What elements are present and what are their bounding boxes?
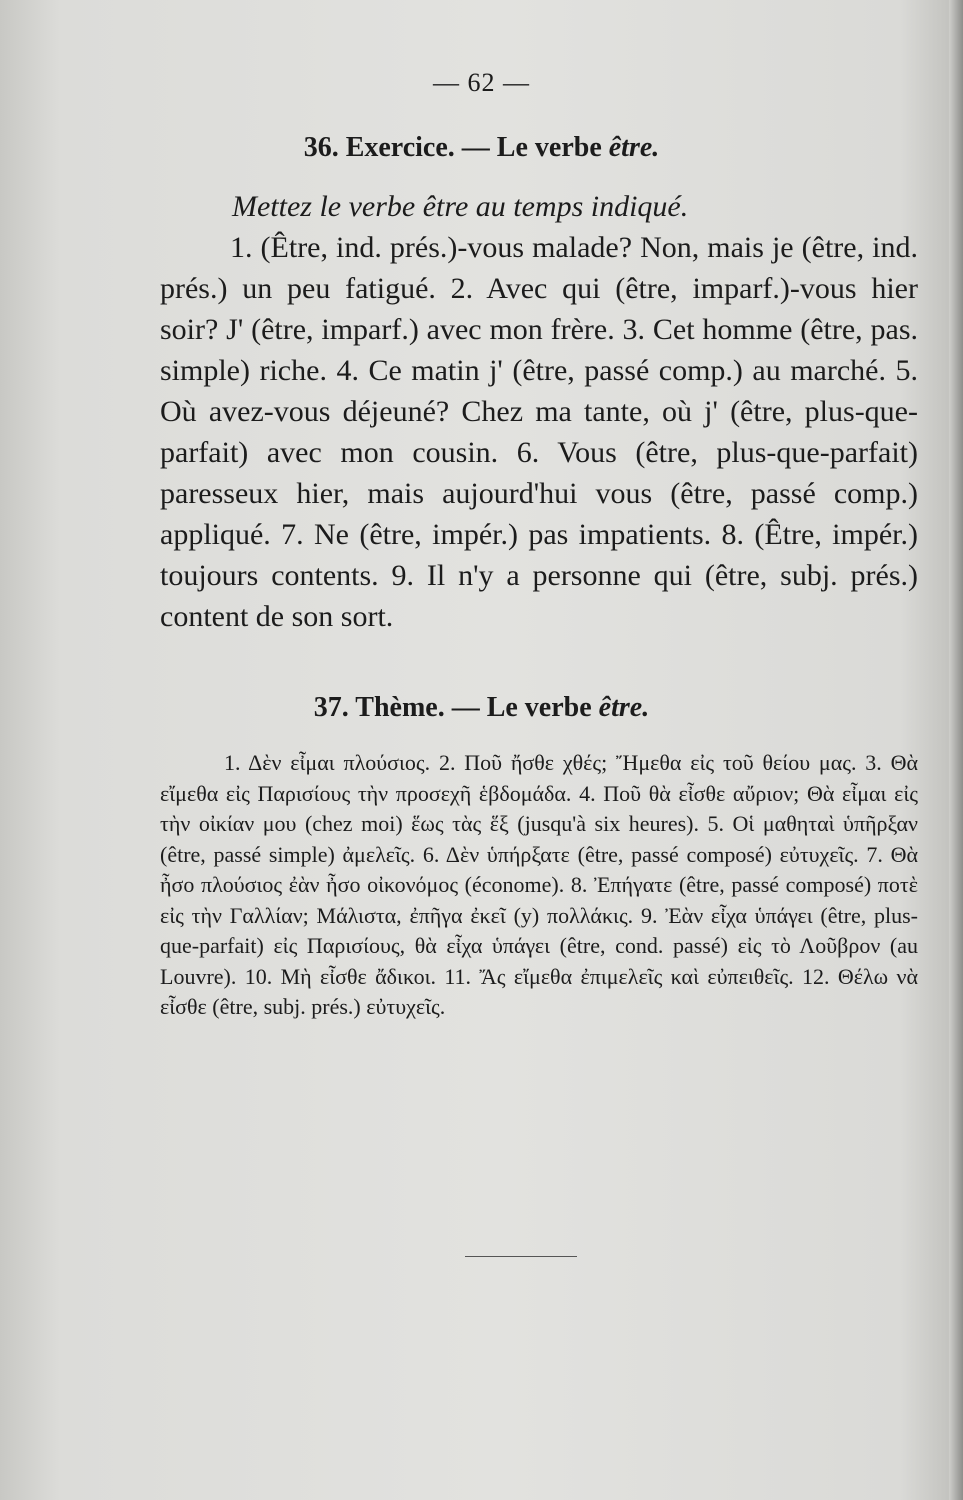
page-number: — 62 — — [433, 68, 530, 97]
theme-37-heading — [0, 692, 963, 724]
theme-37-text: 1. Δὲν εἶμαι πλούσιος. 2. Ποῦ ἤσθε χθές; Ἤμεθα εἰς τοῦ θείου μας. 3. Θὰ εἴμεθα εἰς Παρισίους τὴν προσεχῆ ἑβδομάδα. 4. Ποῦ θὰ εἶσθε αὔριον; Θὰ εἶμαι εἰς τὴν οἰκίαν μου (chez moi) ἕως τὰς ἕξ (jusqu'à six heures). 5. Οἱ μαθηταὶ ὑπῆρξαν (être, passé simple) ἀμελεῖς. 6. Δὲν ὑπήρξατε (être, passé composé) εὐτυχεῖς. 7. Θὰ ἦσο πλούσιος ἐὰν ἦσο οἰκονόμος (économe). 8. Ἐπήγατε (être, passé composé) ποτὲ εἰς τὴν Γαλλίαν; Μάλιστα, ἐπῆγα ἐκεῖ (y) πολλάκις. 9. Ἐὰν εἶχα ὑπάγει (être, plus-que-parfait) εἰς Παρισίους, θὰ εἶχα ὑπάγει (être, cond. passé) εἰς τὸ Λοῦβρον (au Louvre). 10. Μὴ εἶσθε ἄδικοι. 11. Ἄς εἴμεθα ἐπιμελεῖς καὶ εὐπειθεῖς. 12. Θέλω νὰ εἶσθε (être, subj. prés.) εὐτυχεῖς. — [160, 750, 918, 1019]
page-edge-shadow — [949, 0, 963, 1500]
theme-37-title-italic: être. — [598, 692, 650, 723]
exercise-36-text: 1. (Être, ind. prés.)-vous malade? Non, mais je (être, ind. prés.) un peu fatigué. 2. Avec qui (être, imparf.)-vous hier soir? J' (être, imparf.) avec mon frère. 3. Cet homme (être, pas. simple) riche. 4. Ce matin j' (être, passé comp.) au marché. 5. Où avez-vous déjeuné? Chez ma tante, où j' (être, plus-que-parfait) avec mon cousin. 6. Vous (être, plus-que-parfait) paresseux hier, mais aujourd'hui vous (être, passé comp.) appliqué. 7. Ne (être, impér.) pas impatients. 8. (Être, impér.) toujours contents. 9. Il n'y a personne qui (être, subj. prés.) content de son sort. — [160, 231, 918, 633]
end-rule-divider — [465, 1256, 577, 1257]
exercise-36-block — [160, 186, 918, 637]
theme-37-title: 37. Thème. — Le verbe — [313, 692, 599, 723]
exercise-36-title: 36. Exercice. — Le verbe — [303, 132, 609, 163]
theme-37-block — [160, 748, 918, 1023]
exercise-36-heading — [0, 132, 963, 164]
exercise-36-title-italic: être. — [608, 132, 660, 163]
exercise-36-instruction: Mettez le verbe être au temps indiqué. — [232, 190, 689, 223]
